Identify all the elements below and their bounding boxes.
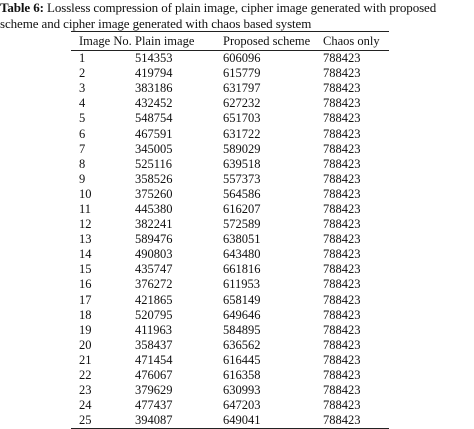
cell-image-no: 25 <box>71 413 135 429</box>
cell-plain-image: 514353 <box>135 51 173 66</box>
cell-image-no: 5 <box>79 111 86 126</box>
table-row <box>71 308 389 323</box>
cell-proposed-scheme: 643480 <box>223 247 261 262</box>
cell-plain-image: 471454 <box>135 352 173 367</box>
cell-plain-image: 358526 <box>135 171 173 186</box>
table-row <box>71 232 389 247</box>
cell-image-no: 24 <box>79 398 92 413</box>
cell-proposed-scheme: 584895 <box>223 322 261 337</box>
cell-chaos-only: 788423 <box>323 307 361 322</box>
cell-proposed-scheme: 572589 <box>223 217 261 232</box>
cell-proposed-scheme: 661816 <box>223 262 261 277</box>
table-row <box>71 126 389 141</box>
table-caption-label: Table 6: <box>0 0 44 15</box>
cell-image-no: 16 <box>79 277 92 292</box>
cell-plain-image: 548754 <box>135 111 173 126</box>
cell-image-no: 9 <box>79 171 86 186</box>
table-row <box>71 277 389 292</box>
cell-chaos-only: 788423 <box>323 66 361 81</box>
cell-proposed-scheme: 649041 <box>223 413 323 429</box>
cell-plain-image: 445380 <box>135 201 173 216</box>
cell-proposed-scheme: 616207 <box>223 201 261 216</box>
header-image-no: Image No. <box>71 32 135 51</box>
table-row <box>71 323 389 338</box>
table-container <box>71 31 389 429</box>
compression-table <box>71 31 389 429</box>
cell-chaos-only: 788423 <box>323 413 389 429</box>
table-row <box>71 187 389 202</box>
cell-plain-image: 382241 <box>135 217 173 232</box>
cell-chaos-only: 788423 <box>323 201 361 216</box>
header-row <box>71 32 389 51</box>
cell-proposed-scheme: 631722 <box>223 126 261 141</box>
cell-chaos-only: 788423 <box>323 247 361 262</box>
cell-proposed-scheme: 627232 <box>223 96 261 111</box>
table-row <box>71 247 389 262</box>
cell-image-no: 10 <box>79 186 92 201</box>
cell-proposed-scheme: 658149 <box>223 292 261 307</box>
table-header <box>71 32 389 51</box>
cell-image-no: 22 <box>79 368 92 383</box>
cell-proposed-scheme: 639518 <box>223 156 261 171</box>
cell-image-no: 1 <box>79 51 86 66</box>
cell-proposed-scheme: 611953 <box>223 277 261 292</box>
header-plain-image: Plain image <box>135 32 223 51</box>
cell-proposed-scheme: 557373 <box>223 171 261 186</box>
table-caption-text: Lossless compression of plain image, cipher image generated with proposed scheme and cipher image generated with chaos based system <box>0 0 437 31</box>
cell-plain-image: 394087 <box>135 413 223 429</box>
cell-chaos-only: 788423 <box>323 292 361 307</box>
cell-plain-image: 421865 <box>135 292 173 307</box>
cell-plain-image: 490803 <box>135 247 173 262</box>
cell-chaos-only: 788423 <box>323 383 361 398</box>
table-row <box>71 142 389 157</box>
cell-image-no: 11 <box>79 201 92 216</box>
cell-plain-image: 376272 <box>135 277 173 292</box>
cell-proposed-scheme: 564586 <box>223 186 261 201</box>
cell-chaos-only: 788423 <box>323 141 361 156</box>
table-row <box>71 293 389 308</box>
cell-proposed-scheme: 636562 <box>223 337 261 352</box>
table-row <box>71 202 389 217</box>
cell-proposed-scheme: 589029 <box>223 141 261 156</box>
cell-image-no: 23 <box>79 383 92 398</box>
cell-chaos-only: 788423 <box>323 186 361 201</box>
cell-proposed-scheme: 615779 <box>223 66 261 81</box>
table-row <box>71 51 389 67</box>
table-row <box>71 353 389 368</box>
table-row <box>71 338 389 353</box>
cell-chaos-only: 788423 <box>323 156 361 171</box>
cell-image-no: 2 <box>79 66 86 81</box>
cell-proposed-scheme: 647203 <box>223 398 261 413</box>
cell-plain-image: 477437 <box>135 398 173 413</box>
cell-proposed-scheme: 616358 <box>223 368 261 383</box>
cell-plain-image: 358437 <box>135 337 173 352</box>
table-row <box>71 111 389 126</box>
cell-chaos-only: 788423 <box>323 262 361 277</box>
cell-chaos-only: 788423 <box>323 322 361 337</box>
cell-chaos-only: 788423 <box>323 81 361 96</box>
table-row <box>71 413 389 429</box>
cell-plain-image: 589476 <box>135 232 173 247</box>
table-row <box>71 66 389 81</box>
cell-plain-image: 435747 <box>135 262 173 277</box>
table-body <box>71 51 389 429</box>
cell-plain-image: 379629 <box>135 383 173 398</box>
cell-image-no: 14 <box>79 247 92 262</box>
cell-image-no: 4 <box>79 96 86 111</box>
table-row <box>71 157 389 172</box>
cell-chaos-only: 788423 <box>323 96 361 111</box>
cell-proposed-scheme: 606096 <box>223 51 261 66</box>
table-row <box>71 383 389 398</box>
cell-image-no: 20 <box>79 337 92 352</box>
cell-image-no: 7 <box>79 141 86 156</box>
cell-chaos-only: 788423 <box>323 171 361 186</box>
cell-image-no: 15 <box>79 262 92 277</box>
cell-image-no: 21 <box>79 352 92 367</box>
table-row <box>71 398 389 413</box>
cell-image-no: 13 <box>79 232 92 247</box>
cell-plain-image: 467591 <box>135 126 173 141</box>
header-chaos-only: Chaos only <box>323 32 389 51</box>
cell-plain-image: 419794 <box>135 66 173 81</box>
cell-image-no: 18 <box>79 307 92 322</box>
cell-proposed-scheme: 631797 <box>223 81 261 96</box>
cell-chaos-only: 788423 <box>323 126 361 141</box>
cell-plain-image: 375260 <box>135 186 173 201</box>
cell-plain-image: 345005 <box>135 141 173 156</box>
table-row <box>71 217 389 232</box>
table-row <box>71 96 389 111</box>
cell-image-no: 8 <box>79 156 86 171</box>
cell-proposed-scheme: 649646 <box>223 307 261 322</box>
cell-image-no: 12 <box>79 217 92 232</box>
table-caption <box>0 0 474 32</box>
cell-plain-image: 383186 <box>135 81 173 96</box>
cell-proposed-scheme: 651703 <box>223 111 261 126</box>
cell-image-no: 19 <box>79 322 92 337</box>
cell-chaos-only: 788423 <box>323 398 361 413</box>
cell-plain-image: 525116 <box>135 156 173 171</box>
cell-chaos-only: 788423 <box>323 337 361 352</box>
table-row <box>71 262 389 277</box>
header-proposed-scheme: Proposed scheme <box>223 32 323 51</box>
cell-plain-image: 520795 <box>135 307 173 322</box>
table-row <box>71 81 389 96</box>
cell-chaos-only: 788423 <box>323 277 361 292</box>
cell-proposed-scheme: 630993 <box>223 383 261 398</box>
cell-plain-image: 432452 <box>135 96 173 111</box>
cell-chaos-only: 788423 <box>323 352 361 367</box>
cell-chaos-only: 788423 <box>323 217 361 232</box>
cell-image-no: 17 <box>79 292 92 307</box>
cell-chaos-only: 788423 <box>323 51 361 66</box>
cell-chaos-only: 788423 <box>323 368 361 383</box>
cell-plain-image: 411963 <box>135 322 173 337</box>
cell-image-no: 6 <box>79 126 86 141</box>
cell-proposed-scheme: 638051 <box>223 232 261 247</box>
cell-chaos-only: 788423 <box>323 232 361 247</box>
cell-chaos-only: 788423 <box>323 111 361 126</box>
table-row <box>71 368 389 383</box>
table-row <box>71 172 389 187</box>
cell-image-no: 3 <box>79 81 86 96</box>
cell-plain-image: 476067 <box>135 368 173 383</box>
cell-proposed-scheme: 616445 <box>223 352 261 367</box>
